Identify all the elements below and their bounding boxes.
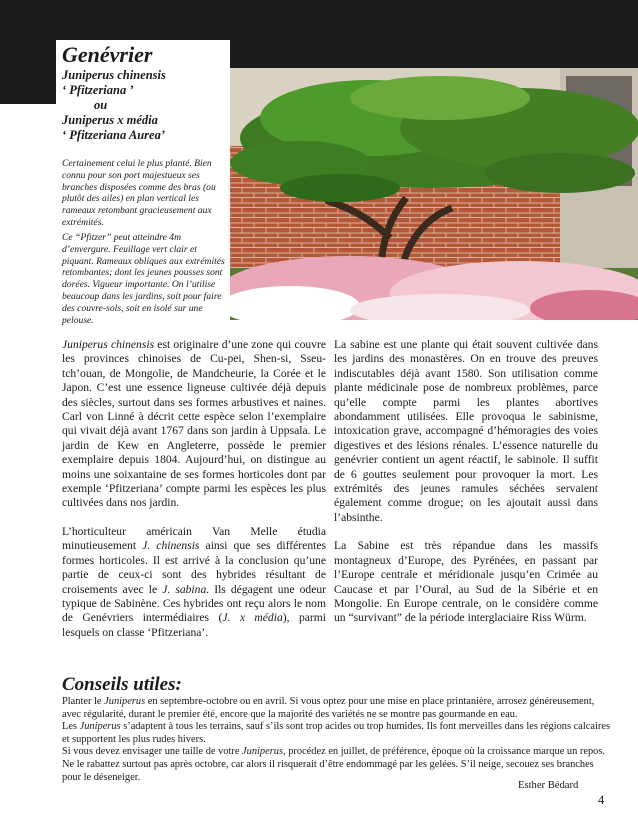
text-run: en septembre-octobre ou en avril. Si vous optez pour une mise en place printanière, arrosez généreusement, avec régularité, durant le premier été, encore que la majorité des variétés ne se montre pas gourmande en eau. <box>62 696 595 720</box>
species-or: ou <box>94 98 108 112</box>
text-run: procédez en juillet, de préférence, époque où la croissance marque un repos. Ne le rabattez surtout pas après octobre, car alors il risquerait d’être endommagé par les gelées. S’il neige, secouez ses branches pour le déseneiger. <box>62 746 605 783</box>
article-left-paragraph-2 <box>62 525 326 640</box>
sidebar-paragraph-1: Certainement celui le plus planté. Bien connu pour son port majestueux ses branches disposées comme des bras (ou plutôt des ailes) en plan vertical les rameaux retombant gracieusement aux extrémités. <box>62 158 216 228</box>
article-column-right <box>334 338 598 640</box>
species-line-1: Juniperus chinensis <box>62 68 166 82</box>
species-line-4: ‘ Pfitzeriana Aurea’ <box>62 128 166 142</box>
conseils-line-2 <box>62 721 610 746</box>
species-name-italic: J. sabina. <box>162 582 210 596</box>
juniper-photo-illustration <box>230 68 638 320</box>
species-name-italic: Juniperus <box>79 721 121 733</box>
text-run: Les <box>62 721 80 733</box>
page-title: Genévrier <box>62 42 153 67</box>
juniper-photo <box>230 68 638 320</box>
species-name-italic: Juniperus <box>104 696 146 707</box>
text-run: Si vous devez envisager une taille de votre <box>62 746 243 758</box>
author-name: Esther Bédard <box>518 780 579 791</box>
conseils-line-3 <box>62 746 610 784</box>
species-name-italic: J. x média <box>222 611 283 625</box>
conseils-line-1 <box>62 696 610 721</box>
species-names <box>62 68 230 143</box>
article-left-paragraph-1 <box>62 338 326 511</box>
text-run: est originaire d’une zone qui couvre les provinces chinoises de Cu-pei, Shen-si, Sseu-tch’ouan, de Mongolie, de Mandcheurie, la Corée et le Japon. C’est une essence ligneuse cultivée déjà depuis des siècles, surtout dans ses formes arbustives et naines. Carl von Linné à décrit cette espèce selon l’exemplaire qui vivait déjà avant 1767 dans son jardin à Uppsala. Le jardin de Kew en Angleterre, possède le premier exemplaire depuis 1804. Aujourd’hui, on distingue au moins une soixantaine de ses formes horticoles dont par exemple ‘Pfitzeriana’ compte parmi les espèces les plus cultivées dans nos jardin. <box>62 338 326 510</box>
conseils-body <box>62 696 610 784</box>
sidebar-paragraph-2: Ce “Pfitzer” peut atteindre 4m d’envergure. Feuillage vert clair et piquant. Rameaux obliques aux extrémités retombantes; dont les jeunes pousses sont dorées. Vigueur importante. On l’utilise beaucoup dans les jardins, soit pour faire des couvre-sols, soit en isolé sur une pelouse. <box>62 232 225 326</box>
article-right-paragraph-1: La sabine est une plante qui était souvent cultivée dans les jardins des monastères. On en trouve des preuves indiscutables déjà avant 1580. Son utilisation comme plante médicinale pose de nombreux problèmes, parce qu’elle compte parmi les plantes abortives abondamment utilisées. Elle provoqua le sabinisme, intoxication grave, accompagné d’hémoragies des voies digestives et des lésions rénales. L’essence naturelle du genévrier contient un agent réactif, le sabinole. Il suffit de 6 gouttes seulement pour provoquer la mort. Les extrémités des jeunes ramules séchées servaient également comme drogue; on les ajoutait aussi dans l’absinthe. <box>334 338 598 524</box>
species-name-italic: J. chinensis <box>142 539 200 553</box>
species-name-italic: Juniperus, <box>242 746 286 758</box>
text-run: s’adaptent à tous les terrains, sauf s’ils sont trop acides ou trop humides. Ils font merveilles dans les régions calcaires et supportent les plus rudes hivers. <box>62 721 610 745</box>
text-run: L’horticulteur américain Van Melle étudia minutieusement <box>62 524 326 553</box>
text-run: ainsi que ses différentes formes horticoles. Il est arrivé à la conclusion qu’une partie de ceux-ci sont des hybrides résultant de croisements avec le <box>62 539 326 596</box>
conseils-heading: Conseils utiles: <box>62 674 182 695</box>
text-run: ), parmi lesquels on classe ‘Pfitzeriana’. <box>62 611 326 639</box>
article-column-left <box>62 338 326 654</box>
species-name-italic: Juniperus chinensis <box>62 338 155 351</box>
text-run: Planter le <box>62 696 105 707</box>
page-number: 4 <box>598 793 605 807</box>
species-line-2: ‘ Pfitzeriana ’ <box>62 83 134 97</box>
article-right-paragraph-2: La Sabine est très répandue dans les massifs montagneux d’Europe, des Pyrénées, en passant par l’Europe centrale et méridionale jusqu’en Crimée au Caucase et par l’Oural, au Sud de la Sibérie et en Mongolie. En Europe centrale, on le considère comme un “survivant” de la période interglaciaire Riss Würm. <box>334 539 598 625</box>
text-run: Ils dégagent une odeur typique de Sabinène. Ces hybrides ont reçu alors le nom de Genévriers intermédiaires ( <box>62 582 326 625</box>
species-line-3: Juniperus x média <box>62 113 158 127</box>
